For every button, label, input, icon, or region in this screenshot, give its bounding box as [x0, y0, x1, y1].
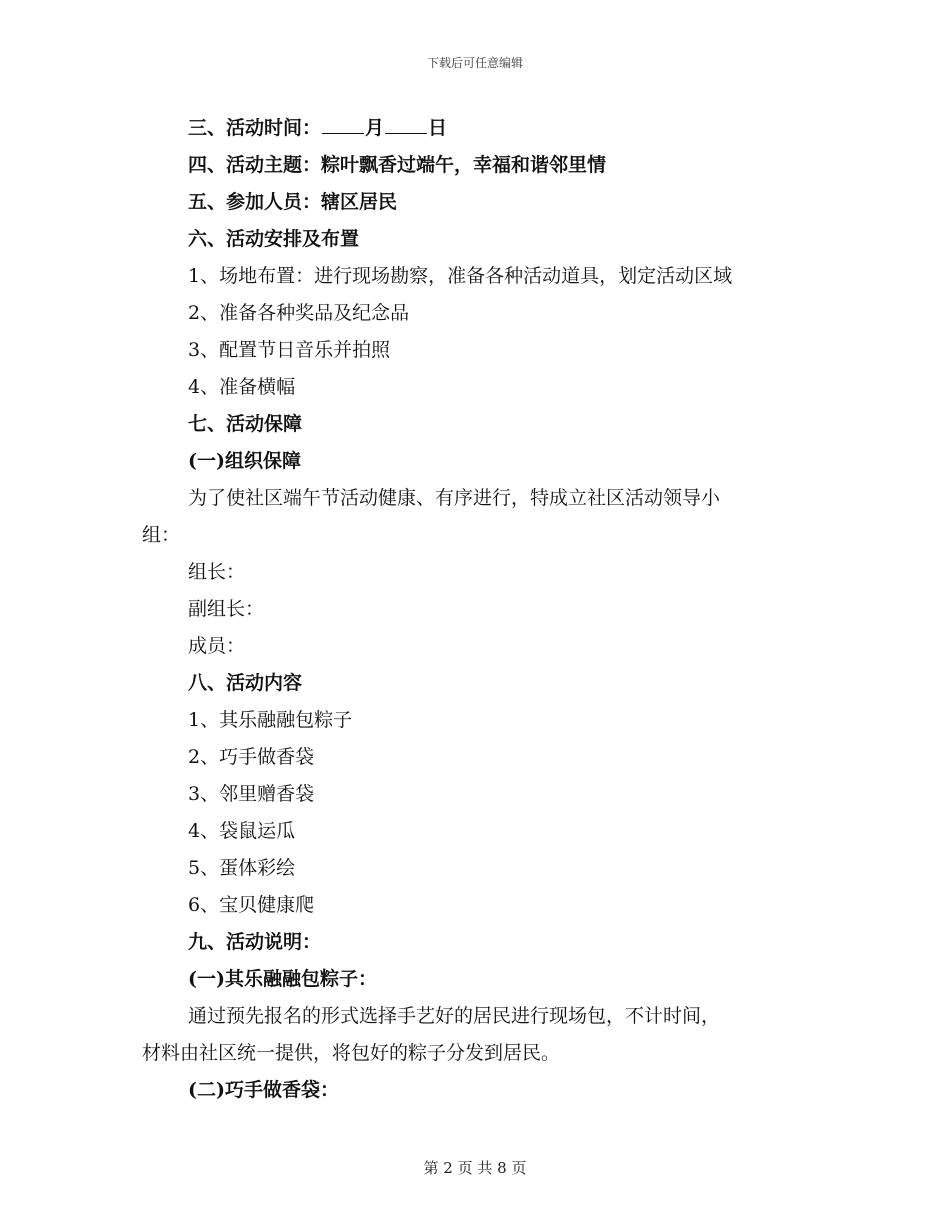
content-item-4: 4、袋鼠运瓜: [188, 820, 296, 842]
page-footer: 第 2 页 共 8 页: [423, 1159, 527, 1177]
document-body: [142, 110, 822, 1109]
explain-1-paragraph-line-2: 材料由社区统一提供，将包好的粽子分发到居民。: [142, 1042, 561, 1064]
explain-1-heading: (一)其乐融融包粽子：: [188, 968, 377, 990]
org-guarantee-heading: (一)组织保障: [188, 450, 301, 472]
org-paragraph-line-1: 为了使社区端午节活动健康、有序进行，特成立社区活动领导小: [188, 487, 721, 509]
arrangement-item-4: 4、准备横幅: [188, 376, 296, 398]
content-item-5: 5、蛋体彩绘: [188, 857, 296, 879]
section-explain: 九、活动说明：: [188, 931, 322, 953]
section-time: [142, 110, 822, 147]
time-label: 三、活动时间：: [188, 117, 322, 139]
org-paragraph-line-2: 组：: [142, 524, 181, 546]
day-label: 日: [428, 117, 448, 139]
section-guarantee: 七、活动保障: [188, 413, 303, 435]
month-blank: [322, 111, 364, 134]
explain-1-paragraph-line-1: 通过预先报名的形式选择手艺好的居民进行现场包，不计时间，: [188, 1005, 721, 1027]
arrangement-item-3: 3、配置节日音乐并拍照: [188, 339, 391, 361]
members-line: 成员：: [188, 635, 246, 657]
vice-leader-line: 副组长：: [188, 598, 265, 620]
explain-2-heading: (二)巧手做香袋：: [188, 1079, 339, 1101]
section-participants: 五、参加人员：辖区居民: [188, 191, 398, 213]
arrangement-item-2: 2、准备各种奖品及纪念品: [188, 302, 410, 324]
content-item-6: 6、宝贝健康爬: [188, 894, 315, 916]
section-content: 八、活动内容: [188, 672, 303, 694]
section-arrangement: 六、活动安排及布置: [188, 228, 360, 250]
arrangement-item-1: 1、场地布置：进行现场勘察，准备各种活动道具，划定活动区域: [188, 265, 733, 287]
content-item-3: 3、邻里赠香袋: [188, 783, 315, 805]
content-item-2: 2、巧手做香袋: [188, 746, 315, 768]
content-item-1: 1、其乐融融包粽子: [188, 709, 353, 731]
header-note: 下载后可任意编辑: [426, 56, 523, 70]
leader-line: 组长：: [188, 561, 246, 583]
section-theme: 四、活动主题：粽叶飘香过端午，幸福和谐邻里情: [188, 154, 607, 176]
day-blank: [385, 111, 427, 134]
month-label: 月: [365, 117, 385, 139]
